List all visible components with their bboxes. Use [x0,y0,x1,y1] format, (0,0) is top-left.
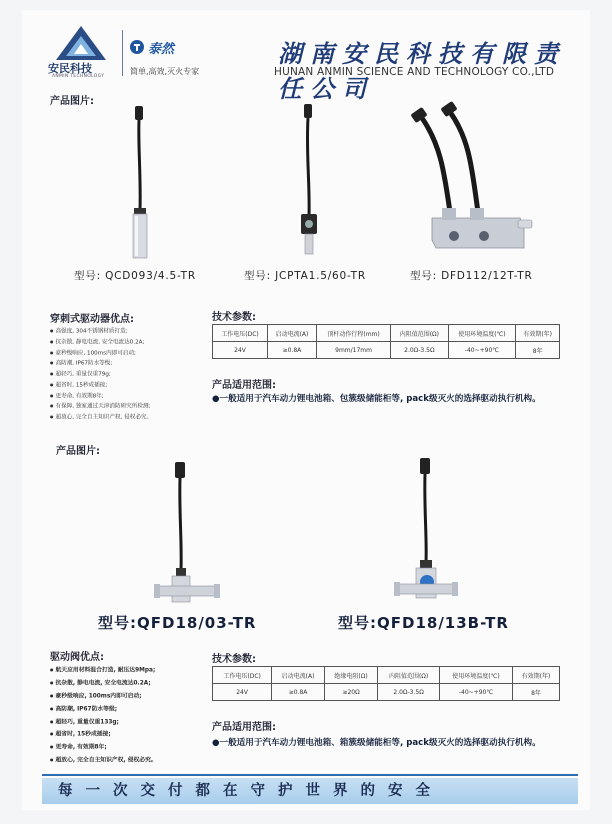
company-name-en: HUNAN ANMIN SCIENCE AND TECHNOLOGY CO.,LTD [274,66,555,78]
header-slogan: 简单,高效,灭火专家 [130,67,200,76]
spec-header-cell: 内阻值范围(Ω) [378,667,440,684]
advantage-item: ● 更寿命, 有效期8年; [50,741,220,754]
spec-header-cell: 有效期(年) [513,667,560,684]
product-qcd093-image [122,106,158,266]
section2-app-title: 产品适用范围: [212,722,276,733]
advantage-item: ● 超轻巧, 重量仅重133g; [50,716,220,729]
product-qcd093-model: 型号: QCD093/4.5-TR [74,270,196,282]
spec-value-cell: -40~+90℃ [439,684,512,701]
spec-value-cell: ≥0.8A [272,684,325,701]
advantage-item: ● 高强度, 304不锈钢材质打造; [50,326,210,337]
advantage-item: ● 豪秒级响应, 100ms内即可启动; [50,348,210,359]
spec-value-cell: ≥20Ω [324,684,377,701]
advantage-item: ● 超放心, 完全自主知识产权, 侵权必究。 [50,412,210,423]
spec-value-cell: 2.0Ω-3.5Ω [391,342,448,359]
spec-header-row [213,325,560,342]
section1-advantages-list [50,326,210,423]
tairan-logo-icon [130,40,144,54]
spec-value-cell: 9mm/17mm [316,342,390,359]
spec-header-row [213,667,560,684]
section1-spec-title: 技术参数: [212,312,256,323]
section2-spec-table [212,666,560,701]
product-qfd18-13b-model: 型号:QFD18/13B-TR [338,614,509,632]
spec-header-cell: 工作电压(DC) [213,667,272,684]
section1-spec-table [212,324,560,359]
advantage-item: ● 抗杂散, 静电电流, 安全电流达0.2A; [50,677,220,690]
spec-value-cell: ≥0.8A [268,342,317,359]
advantage-item: ● 高防潮, IP67防水等级; [50,703,220,716]
spec-header-cell: 内阻值范围(Ω) [391,325,448,342]
product-qfd18-03-model: 型号:QFD18/03-TR [98,614,257,632]
section2-spec-title: 技术参数: [212,654,256,665]
advantage-item: ● 超轻巧, 重量仅重79g; [50,369,210,380]
section1-app-title: 产品适用范围: [212,380,276,391]
advantage-item: ● 有保障, 独家通过天津消防研究所检测; [50,401,210,412]
section1-advantages-title: 穿刺式驱动器优点: [50,314,134,325]
advantage-item: ● 超省时, 15秒成插接; [50,380,210,391]
spec-header-cell: 有效期(年) [516,325,560,342]
footer-rule [42,774,578,776]
spec-header-cell: 顶杆动作行程(mm) [316,325,390,342]
spec-value-row [213,684,560,701]
advantage-item: ● 更寿命, 有效期8年; [50,391,210,402]
spec-value-cell: -40~+90℃ [448,342,516,359]
advantage-item: ● 超省时, 15秒成插接; [50,728,220,741]
spec-value-cell: 8年 [513,684,560,701]
spec-header-cell: 绝缘电阻(Ω) [324,667,377,684]
brochure-page [22,10,590,810]
spec-value-cell: 24V [213,342,268,359]
section2-advantages-list [50,664,220,767]
spec-value-row [213,342,560,359]
advantage-item: ● 豪秒级响应, 100ms内即可启动; [50,690,220,703]
section2-app-text: ●一般适用于汽车动力锂电池箱、箱簇级储能柜等, pack级灭火的选择驱动执行机构。 [212,738,541,748]
product-qfd18-03-image [152,462,222,612]
product-dfd112-model: 型号: DFD112/12T-TR [410,270,533,282]
brand-anmin: 安民科技 [48,62,92,75]
section1-title: 产品图片: [50,96,94,107]
spec-header-cell: 工作电压(DC) [213,325,268,342]
spec-value-cell: 24V [213,684,272,701]
advantage-item: ● 抗杂散, 静电电流, 安全电流达0.2A; [50,337,210,348]
advantage-item: ● 超放心, 完全自主知识产权, 侵权必究。 [50,754,220,767]
spec-header-cell: 启动电流(A) [268,325,317,342]
section2-title: 产品图片: [56,446,100,457]
advantage-item: ● 高防潮, IP67防水等级; [50,358,210,369]
product-jcpta-image [290,104,330,264]
company-name-cn: 湖南安民科技有限责任公司 [278,39,566,103]
product-dfd112-image [406,100,536,260]
brand-tairan: 泰然 [148,42,175,57]
section2-advantages-title: 驱动阀优点: [50,652,104,663]
section1-app-text: ●一般适用于汽车动力锂电池箱、包簇级储能柜等, pack级灭火的选择驱动执行机构。 [212,394,541,404]
brand-anmin-sub: ANMIN TECHNOLOGY [52,74,105,79]
product-qfd18-13b-image [390,458,460,608]
spec-header-cell: 启动电流(A) [272,667,325,684]
advantage-item: ● 航天应用材料混合打造, 耐压达9Mpa; [50,664,220,677]
spec-value-cell: 8年 [516,342,560,359]
header-divider [122,30,123,76]
spec-header-cell: 使用环境温度(℃) [448,325,516,342]
spec-value-cell: 2.0Ω-3.5Ω [378,684,440,701]
spec-header-cell: 使用环境温度(℃) [439,667,512,684]
product-jcpta-model: 型号: JCPTA1.5/60-TR [244,270,366,282]
footer-slogan: 每一次交付都在守护世界的安全 [42,778,578,804]
